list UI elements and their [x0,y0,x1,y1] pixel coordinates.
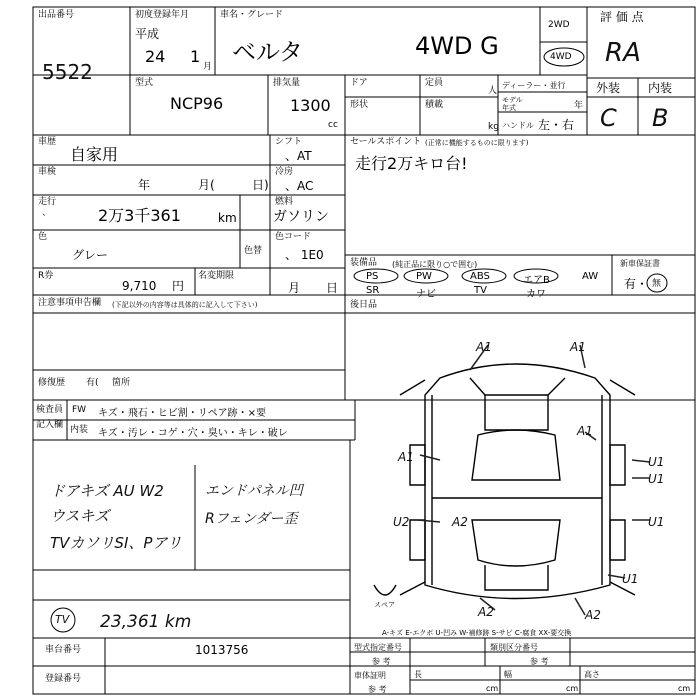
shape-label: 形状 [350,100,369,110]
inspect-month: 月( [198,178,215,192]
cm-3: cm [678,684,691,693]
repair-text: 有( [86,378,99,388]
car-diagram [374,364,635,599]
category-label: 類別区分番号 [490,643,538,652]
ref-label-3: 参 考 [368,685,387,694]
reg-era: 平成 [135,27,160,41]
equip-ps: PS [366,271,379,282]
caution-note: (下記以外の内容等は具体的に記入して下さい) [112,301,258,309]
diag-a1-right: A1 [577,424,593,438]
reg-year: 24 [145,47,166,66]
color-code-label: 色コード [275,232,312,242]
equip-abs: ABS [470,271,490,282]
diag-u1-r3: U1 [648,515,665,529]
note-right-1: エンドパネル凹 [205,483,303,499]
note-1: ドアキズ AU W2 [50,482,164,500]
cm-2: cm [566,684,579,693]
door-label: ドア [350,78,368,88]
year-unit: 年 [574,101,584,111]
color-code: 、 1E0 [285,248,324,262]
diag-a1-front-left: A1 [476,340,492,354]
inspect-label: 車検 [38,167,57,177]
recycle-label: R券 [38,271,54,281]
capacity-unit: 人 [488,86,498,96]
reg-label: 初度登録年月 [135,10,190,20]
inspect-day: 日) [252,178,269,192]
mileage-unit: km [218,211,237,225]
handwritten-mileage: 23,361 km [100,612,192,632]
name-label: 車名・グレード [220,10,284,20]
diag-u1-r4: U1 [622,572,639,586]
int-grade: B [652,104,669,132]
model-designation-label: 型式指定番号 [354,643,402,652]
equip-leather: カワ [526,289,546,300]
ext-grade: C [600,104,617,132]
warranty-none: 無 [652,279,662,289]
diag-a2-rear-right: A2 [585,608,601,622]
equip-note: (純正品に限り○で囲む) [392,260,478,269]
equip-pw: PW [416,271,432,282]
chassis-label: 車台番号 [45,645,82,655]
note-3: TVカソリSI、Pアリ [50,534,182,552]
history: 自家用 [70,145,119,164]
row1-items: キズ・飛石・ヒビ割・リペア跡・×要 [98,408,266,419]
diag-a1-front-right: A1 [570,340,586,354]
inspect-year: 年 [138,178,151,192]
ref-label-2: 参 考 [530,657,549,666]
disp-unit: cc [328,120,338,130]
equip-tv: TV [474,285,487,296]
repair-label: 修復歴 [38,378,66,388]
cm-1: cm [486,684,499,693]
reg-month: 1 [190,47,201,66]
selling-note: (正常に機能するものに限ります) [425,139,529,147]
fuel: ガソリン [273,209,329,225]
grade: 4WD G [415,32,499,60]
diag-u1-r2: U1 [648,472,665,486]
warranty: 有・ [624,277,649,291]
chassis-number: 1013756 [195,643,249,657]
eval-label: 評 価 点 [600,10,644,24]
row2-label: 内装 [70,425,89,435]
displacement: 1300 [290,96,331,115]
legend: A-キズ E-エクボ U-凹み W-補修跡 S-サビ C-腐食 XX-要交換 [382,629,572,637]
handwritten-mileage-mark: TV [55,613,70,626]
diag-a2-rear-left: A2 [478,605,494,619]
int-label: 内装 [648,81,673,95]
ac-label: 冷房 [275,167,294,177]
lot-label: 出品番号 [38,10,75,20]
equip-label: 装備品 [350,258,378,268]
shift: 、AT [285,149,312,163]
deadline-day: 日 [326,281,339,295]
row2-items: キズ・汚レ・コゲ・穴・臭い・キレ・破レ [98,428,288,439]
diag-a2-middle: A2 [452,515,468,529]
capacity-label: 定員 [425,78,444,88]
ref-label-1: 参 考 [372,657,391,666]
dealer-label: ディーラー・並行 [502,81,566,90]
disp-label: 排気量 [273,78,301,88]
equip-sr: SR [366,285,380,296]
spare-label: スペア [374,601,395,609]
drive-4wd: 4WD [550,52,572,62]
ac: 、AC [285,179,314,193]
color-label: 色 [38,232,48,242]
model-label: 型式 [135,78,154,88]
model-year-label: モデル年式 [502,96,523,112]
diag-u1-r1: U1 [648,455,665,469]
equip-airbag: エアB [523,275,550,286]
eval-score: RA [605,38,641,68]
warranty-label: 新車保証書 [620,259,660,268]
recycle-unit: 円 [172,279,185,293]
note-right-2: Rフェンダー歪 [205,511,298,527]
equip-aw: AW [582,271,599,282]
reg-month-unit: 月 [203,62,213,72]
ext-label: 外装 [596,81,621,95]
reg-no-label: 登録番号 [45,674,82,684]
deadline-label: 名変期限 [198,271,235,281]
lot-number: 5522 [42,60,93,84]
selling-point: 走行2万キロ台! [355,154,468,173]
selling-label: セールスポイント [350,137,422,147]
history-label: 車歴 [38,137,57,147]
color: グレー [72,248,109,262]
handle-label: ハンドル [502,121,534,130]
deadline-month: 月 [288,281,301,295]
length-label: 長 [414,670,422,679]
shift-label: シフト [275,137,303,147]
length-cert-label: 車体証明 [354,671,386,680]
equip-navi: ナビ [416,289,436,300]
handle: 左・右 [538,118,575,132]
check-label: 検査員 [36,405,64,415]
note-2: ウスキズ [50,507,110,525]
mileage-mark: 、 [42,208,52,218]
row1-label: FW [72,405,87,415]
width-label: 幅 [504,670,512,679]
diag-u2-left: U2 [393,515,410,529]
repair-unit: 箇所 [112,378,131,388]
mileage: 2万3千361 [98,206,181,225]
fuel-label: 燃料 [275,197,294,207]
height-label: 高さ [584,670,600,679]
recycle-amount: 9,710 [122,279,157,293]
caution-label: 注意事項申告欄 [38,298,102,308]
diag-a1-left: A1 [398,450,414,464]
car-name: ベルタ [232,38,304,66]
seat-label: 後日品 [350,300,378,310]
entry-label: 記入欄 [36,420,64,430]
drive-2wd: 2WD [548,20,570,30]
mileage-label: 走行 [38,197,57,207]
model: NCP96 [170,94,224,113]
recolor-label: 色替 [244,246,263,256]
load-label: 積載 [425,100,444,110]
load-unit: kg [488,122,499,132]
